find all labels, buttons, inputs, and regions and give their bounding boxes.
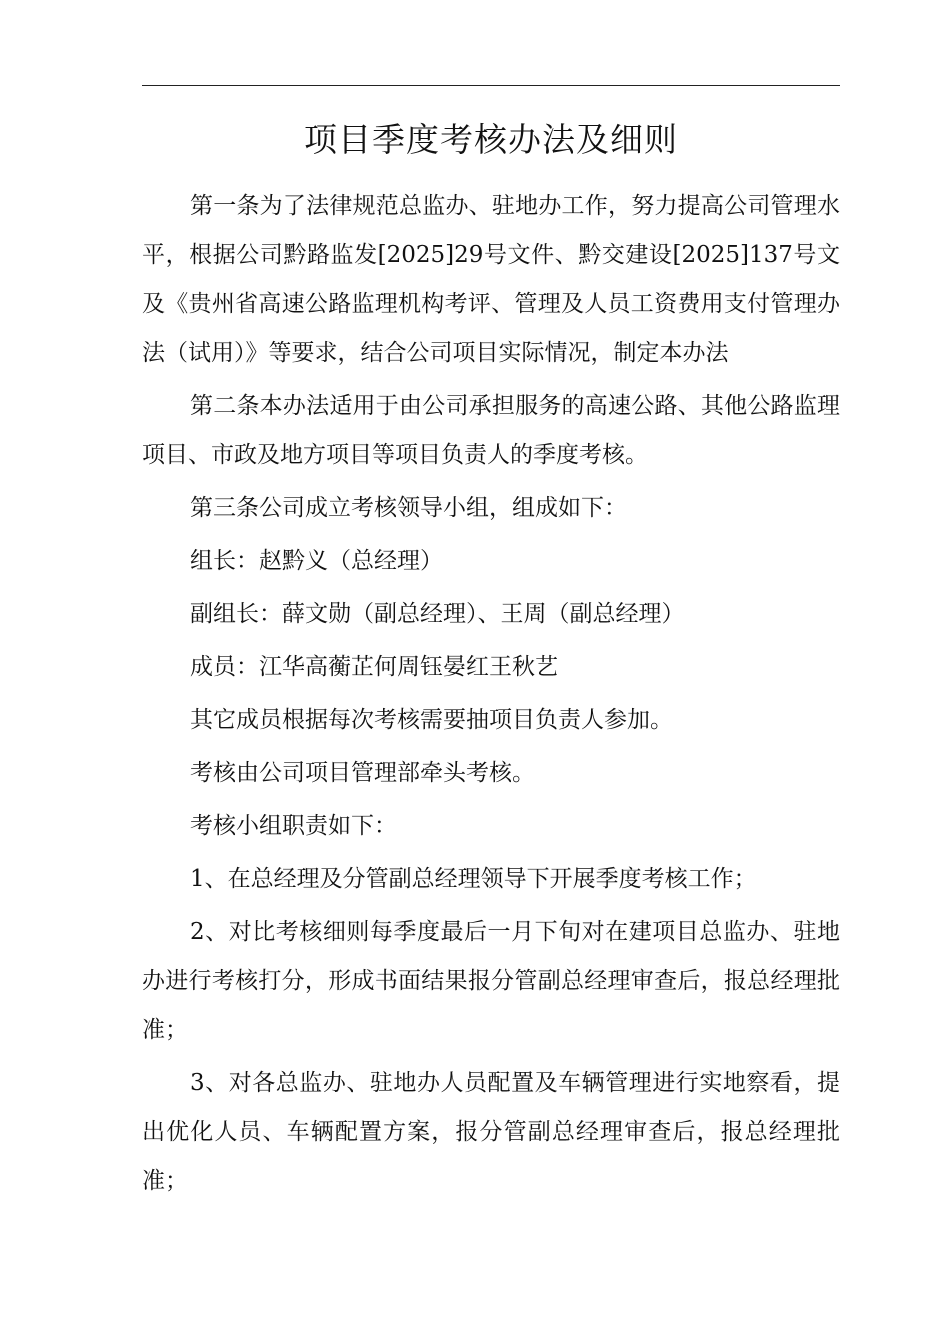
paragraph-lead-department: 考核由公司项目管理部牵头考核。 xyxy=(190,760,535,786)
paragraph-duty-3: 3、对各总监办、驻地办人员配置及车辆管理进行实地察看，提出优化人员、车辆配置方案，报分管副总经理审查后，报总经理批准； xyxy=(142,1070,840,1194)
paragraph-duty-1: 1、在总经理及分管副总经理领导下开展季度考核工作； xyxy=(190,866,757,892)
paragraph-members: 成员：江华高蘅芷何周钰晏红王秋艺 xyxy=(190,654,558,680)
paragraph-duties-heading: 考核小组职责如下： xyxy=(190,813,397,839)
paragraph-other-members: 其它成员根据每次考核需要抽项目负责人参加。 xyxy=(190,707,673,733)
paragraph-article-3: 第三条公司成立考核领导小组，组成如下： xyxy=(190,495,627,521)
paragraph-article-2: 第二条本办法适用于由公司承担服务的高速公路、其他公路监理项目、市政及地方项目等项目负责人的季度考核。 xyxy=(142,393,840,468)
document-body xyxy=(142,182,840,1206)
document-title: 项目季度考核办法及细则 xyxy=(304,120,678,159)
paragraph-article-1: 第一条为了法律规范总监办、驻地办工作，努力提高公司管理水平，根据公司黔路监发[2025]29号文件、黔交建设[2025]137号文及《贵州省高速公路监理机构考评、管理及人员工资费用支付管理办法（试用）》等要求，结合公司项目实际情况，制定本办法 xyxy=(142,193,840,366)
header-rule xyxy=(142,85,840,86)
paragraph-duty-2: 2、对比考核细则每季度最后一月下旬对在建项目总监办、驻地办进行考核打分，形成书面结果报分管副总经理审查后，报总经理批准； xyxy=(142,919,840,1043)
paragraph-group-leader: 组长：赵黔义（总经理） xyxy=(190,548,443,574)
paragraph-deputy-leaders: 副组长：薛文勋（副总经理）、王周（副总经理） xyxy=(190,601,685,627)
